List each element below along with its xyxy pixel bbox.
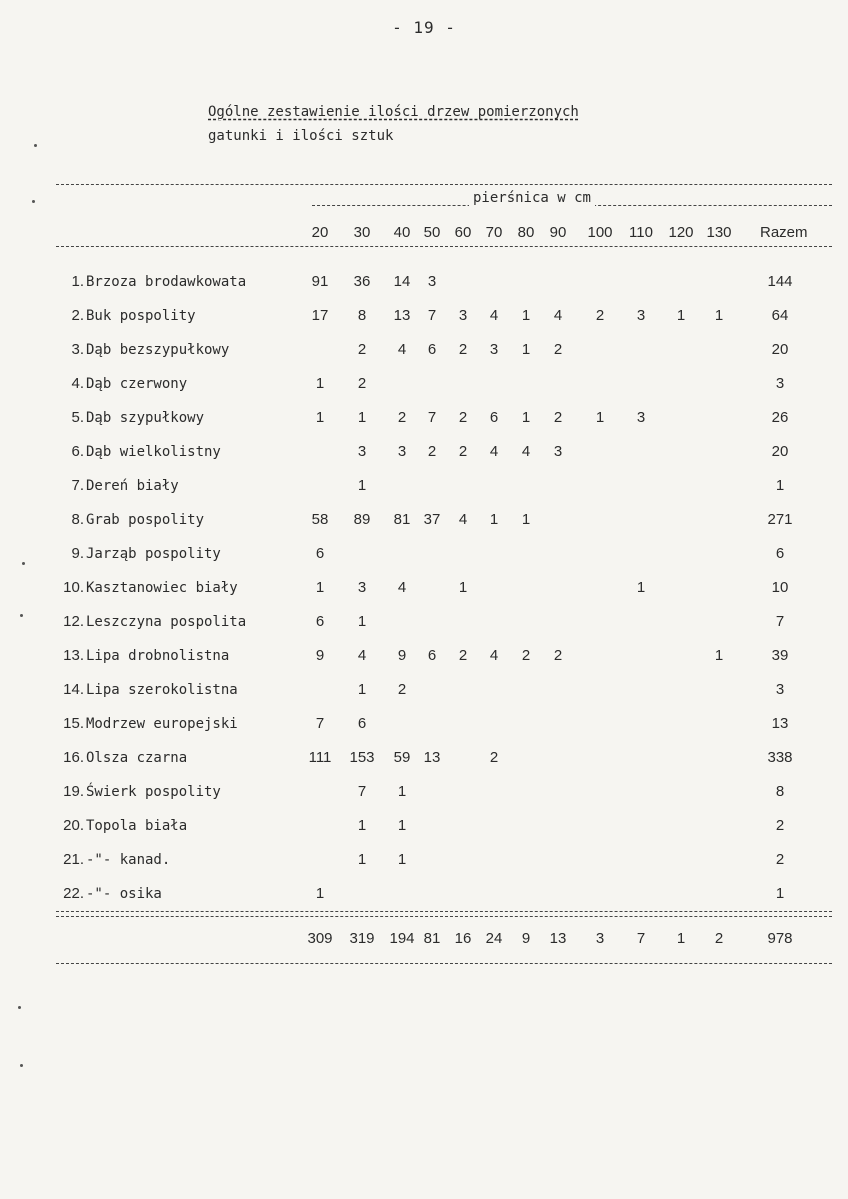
column-header: 20 <box>311 224 329 241</box>
row-total-cell: 3 <box>775 375 785 392</box>
species-name: Olsza czarna <box>86 750 188 766</box>
table-cell: 4 <box>521 443 531 460</box>
column-header-total: Razem <box>760 224 808 241</box>
table-row <box>0 443 848 465</box>
table-cell: 7 <box>427 307 437 324</box>
species-name: Modrzew europejski <box>86 716 238 732</box>
table-cell: 81 <box>393 511 411 528</box>
table-cell: 1 <box>315 579 325 596</box>
table-cell: 2 <box>458 647 468 664</box>
table-cell: 1 <box>397 783 407 800</box>
table-row <box>0 273 848 295</box>
table-cell: 2 <box>357 375 367 392</box>
row-number: 4. <box>71 375 84 392</box>
page-number: - 19 - <box>392 18 456 37</box>
table-row <box>0 749 848 771</box>
species-name: Leszczyna pospolita <box>86 614 247 630</box>
row-number: 12. <box>63 613 84 630</box>
row-total-cell: 6 <box>775 545 785 562</box>
margin-mark <box>20 1064 23 1067</box>
table-cell: 1 <box>521 511 531 528</box>
row-total-cell: 144 <box>767 273 793 290</box>
row-number: 8. <box>71 511 84 528</box>
grand-total-cell: 978 <box>767 930 793 947</box>
table-cell: 1 <box>357 477 367 494</box>
row-number: 3. <box>71 341 84 358</box>
column-total-cell: 194 <box>389 930 415 947</box>
table-cell: 2 <box>397 681 407 698</box>
column-total-cell: 319 <box>349 930 375 947</box>
row-total-cell: 3 <box>775 681 785 698</box>
column-total-cell: 24 <box>485 930 503 947</box>
table-cell: 59 <box>393 749 411 766</box>
totals-top-rule <box>56 911 832 912</box>
table-cell: 4 <box>357 647 367 664</box>
table-cell: 4 <box>489 647 499 664</box>
table-bottom-rule <box>56 963 832 964</box>
table-cell: 4 <box>458 511 468 528</box>
species-name: Grab pospolity <box>86 512 205 528</box>
table-cell: 3 <box>427 273 437 290</box>
species-name: Dąb szypułkowy <box>86 410 205 426</box>
table-cell: 14 <box>393 273 411 290</box>
margin-mark <box>34 144 37 147</box>
table-cell: 58 <box>311 511 329 528</box>
table-cell: 1 <box>521 341 531 358</box>
table-row <box>0 409 848 431</box>
table-cell: 2 <box>357 341 367 358</box>
column-total-cell: 9 <box>521 930 531 947</box>
table-cell: 91 <box>311 273 329 290</box>
table-row <box>0 851 848 873</box>
row-number: 19. <box>63 783 84 800</box>
table-cell: 1 <box>315 885 325 902</box>
column-group-header <box>312 190 752 206</box>
column-total-cell: 309 <box>307 930 333 947</box>
table-cell: 4 <box>489 307 499 324</box>
column-header: 30 <box>353 224 371 241</box>
table-cell: 153 <box>349 749 375 766</box>
table-cell: 7 <box>427 409 437 426</box>
row-number: 9. <box>71 545 84 562</box>
row-total-cell: 64 <box>771 307 789 324</box>
table-cell: 7 <box>357 783 367 800</box>
row-number: 13. <box>63 647 84 664</box>
row-total-cell: 26 <box>771 409 789 426</box>
table-cell: 1 <box>357 681 367 698</box>
row-number: 20. <box>63 817 84 834</box>
row-number: 1. <box>71 273 84 290</box>
table-cell: 1 <box>357 817 367 834</box>
row-number: 16. <box>63 749 84 766</box>
row-total-cell: 20 <box>771 443 789 460</box>
margin-mark <box>32 200 35 203</box>
table-top-rule <box>56 184 832 185</box>
table-cell: 1 <box>595 409 605 426</box>
row-total-cell: 8 <box>775 783 785 800</box>
column-header: 110 <box>629 224 653 241</box>
table-row <box>0 477 848 499</box>
column-header: 120 <box>668 224 694 241</box>
column-total-cell: 7 <box>636 930 646 947</box>
column-total-cell: 16 <box>454 930 472 947</box>
table-cell: 6 <box>489 409 499 426</box>
species-name: Brzoza brodawkowata <box>86 274 247 290</box>
margin-mark <box>20 614 23 617</box>
column-header: 70 <box>485 224 503 241</box>
table-cell: 111 <box>308 749 332 766</box>
table-cell: 2 <box>521 647 531 664</box>
column-group-label: pierśnica w cm <box>469 190 595 206</box>
table-row <box>0 511 848 533</box>
column-header: 50 <box>423 224 441 241</box>
table-row <box>0 307 848 329</box>
row-total-cell: 271 <box>767 511 793 528</box>
row-number: 2. <box>71 307 84 324</box>
table-row <box>0 647 848 669</box>
table-row <box>0 545 848 567</box>
species-name: -"- kanad. <box>86 852 171 868</box>
row-total-cell: 1 <box>775 477 785 494</box>
row-number: 10. <box>63 579 84 596</box>
table-cell: 3 <box>458 307 468 324</box>
row-number: 5. <box>71 409 84 426</box>
table-cell: 2 <box>397 409 407 426</box>
table-cell: 3 <box>553 443 563 460</box>
row-number: 21. <box>63 851 84 868</box>
species-name: -"- osika <box>86 886 162 902</box>
totals-top-rule-2 <box>56 916 832 917</box>
table-cell: 6 <box>315 613 325 630</box>
table-cell: 1 <box>676 307 686 324</box>
species-name: Jarząb pospolity <box>86 546 221 562</box>
species-name: Lipa drobnolistna <box>86 648 230 664</box>
table-row <box>0 579 848 601</box>
table-cell: 6 <box>357 715 367 732</box>
row-total-cell: 1 <box>775 885 785 902</box>
table-cell: 4 <box>397 341 407 358</box>
table-cell: 1 <box>714 647 724 664</box>
document-subtitle: gatunki i ilości sztuk <box>208 128 394 144</box>
table-cell: 1 <box>489 511 499 528</box>
row-number: 22. <box>63 885 84 902</box>
table-cell: 1 <box>458 579 468 596</box>
table-cell: 9 <box>397 647 407 664</box>
table-cell: 89 <box>353 511 371 528</box>
column-total-cell: 81 <box>423 930 441 947</box>
species-name: Buk pospolity <box>86 308 196 324</box>
species-name: Topola biała <box>86 818 188 834</box>
column-header: 100 <box>587 224 613 241</box>
table-cell: 2 <box>595 307 605 324</box>
table-cell: 2 <box>458 341 468 358</box>
table-cell: 1 <box>714 307 724 324</box>
table-cell: 2 <box>553 409 563 426</box>
table-cell: 2 <box>553 647 563 664</box>
table-cell: 2 <box>458 409 468 426</box>
species-name: Lipa szerokolistna <box>86 682 238 698</box>
table-cell: 36 <box>353 273 371 290</box>
species-name: Kasztanowiec biały <box>86 580 238 596</box>
table-cell: 4 <box>553 307 563 324</box>
species-name: Dąb czerwony <box>86 376 188 392</box>
column-header: 60 <box>454 224 472 241</box>
table-cell: 13 <box>393 307 411 324</box>
column-header: 40 <box>393 224 411 241</box>
table-cell: 3 <box>636 307 646 324</box>
table-cell: 3 <box>357 579 367 596</box>
table-cell: 1 <box>315 375 325 392</box>
table-cell: 1 <box>357 613 367 630</box>
column-header: 90 <box>549 224 567 241</box>
row-total-cell: 7 <box>775 613 785 630</box>
table-cell: 8 <box>357 307 367 324</box>
table-cell: 1 <box>357 851 367 868</box>
table-cell: 6 <box>315 545 325 562</box>
row-total-cell: 13 <box>771 715 789 732</box>
table-cell: 1 <box>397 851 407 868</box>
column-total-cell: 3 <box>595 930 605 947</box>
row-total-cell: 338 <box>767 749 793 766</box>
row-number: 7. <box>71 477 84 494</box>
row-number: 14. <box>63 681 84 698</box>
table-cell: 9 <box>315 647 325 664</box>
table-cell: 4 <box>489 443 499 460</box>
margin-mark <box>18 1006 21 1009</box>
species-name: Dereń biały <box>86 478 179 494</box>
row-total-cell: 39 <box>771 647 789 664</box>
table-cell: 2 <box>427 443 437 460</box>
row-total-cell: 2 <box>775 817 785 834</box>
table-cell: 2 <box>553 341 563 358</box>
table-row <box>0 613 848 635</box>
table-row <box>0 681 848 703</box>
table-row <box>0 715 848 737</box>
column-total-cell: 2 <box>714 930 724 947</box>
table-cell: 3 <box>636 409 646 426</box>
table-cell: 1 <box>636 579 646 596</box>
table-cell: 1 <box>521 409 531 426</box>
table-cell: 1 <box>315 409 325 426</box>
table-cell: 2 <box>458 443 468 460</box>
table-cell: 37 <box>423 511 441 528</box>
table-cell: 1 <box>521 307 531 324</box>
row-total-cell: 2 <box>775 851 785 868</box>
table-cell: 1 <box>397 817 407 834</box>
table-cell: 13 <box>423 749 441 766</box>
table-cell: 7 <box>315 715 325 732</box>
table-cell: 4 <box>397 579 407 596</box>
table-cell: 17 <box>311 307 329 324</box>
species-name: Dąb wielkolistny <box>86 444 221 460</box>
column-header: 80 <box>517 224 535 241</box>
table-row <box>0 885 848 907</box>
row-total-cell: 20 <box>771 341 789 358</box>
table-cell: 2 <box>489 749 499 766</box>
table-cell: 3 <box>357 443 367 460</box>
species-name: Dąb bezszypułkowy <box>86 342 230 358</box>
row-total-cell: 10 <box>771 579 789 596</box>
column-total-cell: 1 <box>676 930 686 947</box>
table-cell: 6 <box>427 647 437 664</box>
table-row <box>0 783 848 805</box>
table-cell: 1 <box>357 409 367 426</box>
column-total-cell: 13 <box>549 930 567 947</box>
header-bottom-rule <box>56 246 832 247</box>
table-row <box>0 817 848 839</box>
document-title: Ogólne zestawienie ilości drzew pomierzonych <box>208 104 579 120</box>
table-cell: 3 <box>489 341 499 358</box>
table-cell: 6 <box>427 341 437 358</box>
column-header: 130 <box>706 224 732 241</box>
margin-mark <box>22 562 25 565</box>
table-row <box>0 375 848 397</box>
row-number: 15. <box>63 715 84 732</box>
table-cell: 3 <box>397 443 407 460</box>
row-number: 6. <box>71 443 84 460</box>
table-row <box>0 341 848 363</box>
species-name: Świerk pospolity <box>86 784 221 800</box>
